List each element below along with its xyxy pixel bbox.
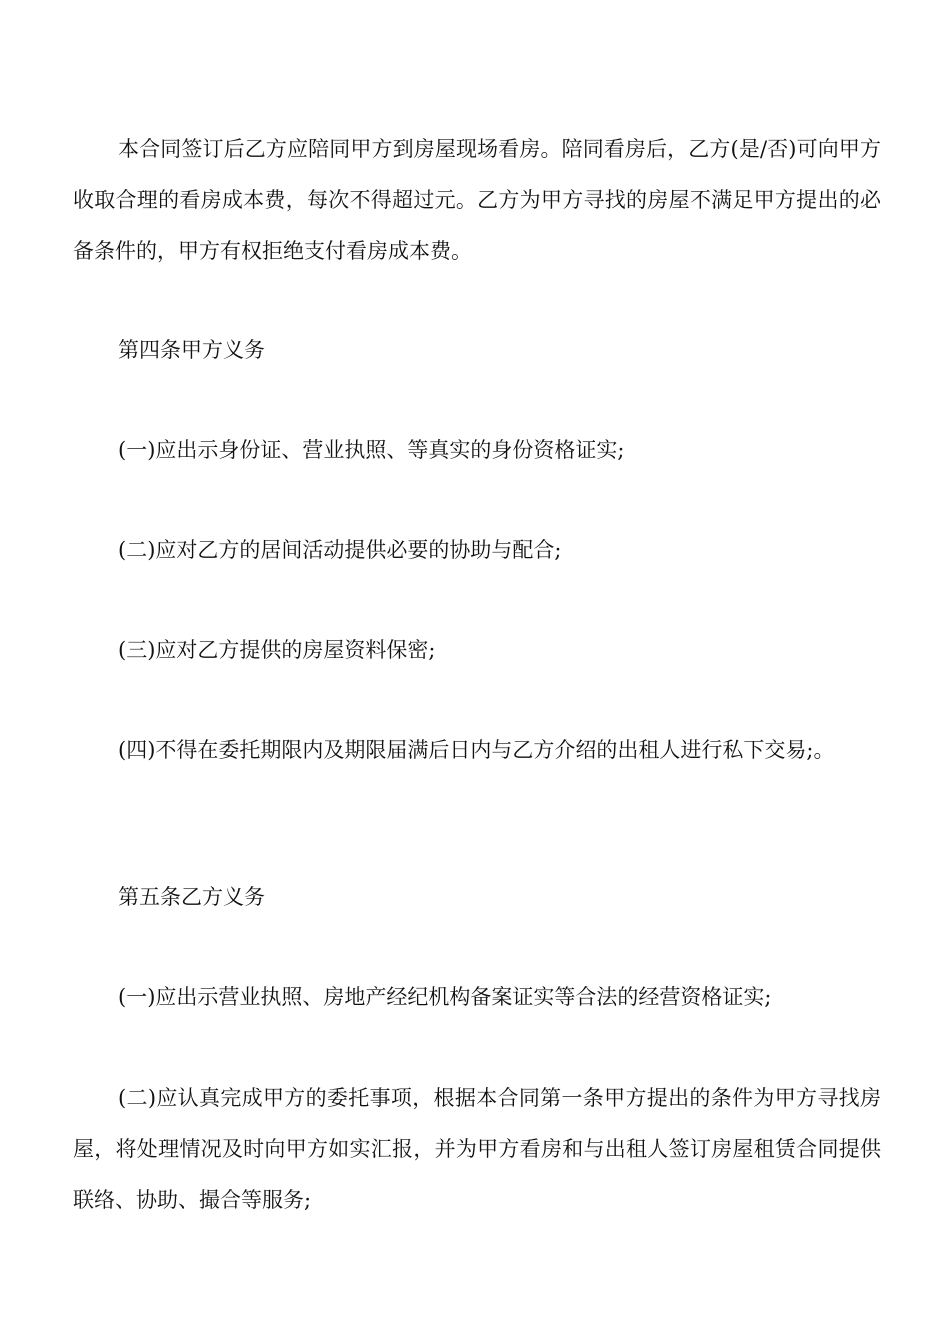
paragraph-viewing-fee: 本合同签订后乙方应陪同甲方到房屋现场看房。陪同看房后，乙方(是/否)可向甲方收取合理的看房成本费，每次不得超过元。乙方为甲方寻找的房屋不满足甲方提出的必备条件的，甲方有权拒绝支付看房成本费。 — [73, 137, 881, 263]
list-item-a-4: (四)不得在委托期限内及期限届满后日内与乙方介绍的出租人进行私下交易;。 — [118, 738, 835, 762]
list-item-a-3: (三)应对乙方提供的房屋资料保密; — [118, 638, 436, 662]
heading-article-5-party-b-obligations: 第五条乙方义务 — [118, 885, 265, 909]
heading-article-4-party-a-obligations: 第四条甲方义务 — [118, 338, 265, 362]
list-item-b-1: (一)应出示营业执照、房地产经纪机构备案证实等合法的经营资格证实; — [118, 985, 772, 1009]
list-item-a-2: (二)应对乙方的居间活动提供必要的协助与配合; — [118, 538, 562, 562]
list-item-a-1: (一)应出示身份证、营业执照、等真实的身份资格证实; — [118, 438, 625, 462]
list-item-b-2: (二)应认真完成甲方的委托事项，根据本合同第一条甲方提出的条件为甲方寻找房屋，将处理情况及时向甲方如实汇报，并为甲方看房和与出租人签订房屋租赁合同提供联络、协助、撮合等服务; — [73, 1086, 881, 1212]
